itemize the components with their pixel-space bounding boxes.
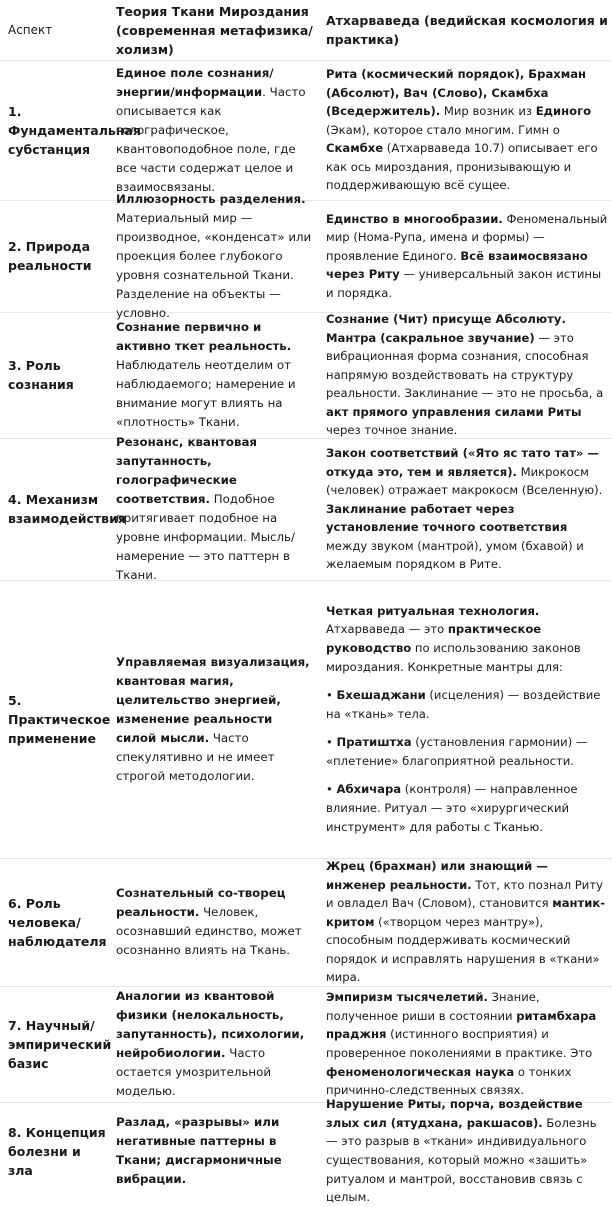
emphasis-text: Скамбхе (326, 141, 384, 156)
emphasis-text: Сознание первично и активно ткет реальность. (116, 320, 292, 353)
theory-text: Управляемая визуализация, квантовая магия, целительство энергией, изменение реальности силой мысли. Часто спекулятивно и не имеет строгой методологии. (116, 654, 310, 783)
atharva-text: Нарушение Риты, порча, воздействие злых сил (ятудхана, ракшасов). Болезнь — это разрыв в «ткани» индивидуального существования, который можно «зашить» ритуалом и мантрой, восстановив связь с целым. (326, 1097, 597, 1205)
atharva-list-item: • Бхешаджани (исцеления) — воздействие на «ткань» тела. (326, 688, 601, 721)
emphasis-text: Сознательный со-творец реальности. (116, 886, 286, 919)
theory-text (116, 1113, 314, 1189)
emphasis-text: Эмпиризм тысячелетий. (326, 990, 488, 1005)
emphasis-text: ритамбхара праджня (326, 1008, 597, 1042)
emphasis-text: Резонанс, квантовая запутанность, голографические соответствия. (116, 435, 257, 506)
emphasis-text: Единство в многообразии. (326, 211, 503, 226)
aspect-label: 7. Научный/эмпирический базис (8, 1017, 112, 1071)
emphasis-text: Нарушение Риты, порча, воздействие злых сил (ятудхана, ракшасов). (326, 1097, 583, 1130)
atharva-text: Единство в многообразии. Феноменальный мир (Нома-Рупа, имена и формы) — проявление Единого. Всё взаимосвязано через Риту — универсальный закон истины и порядка. (326, 211, 608, 300)
atharva-text: Сознание (Чит) присуще Абсолюту. Мантра (сакральное звучание) — это вибрационная форма сознания, способная напрямую воздействовать на структуру реальности. Заклинание — это не просьба, а акт прямого управления силами Риты через точное знание. (326, 311, 604, 438)
theory-text: Резонанс, квантовая запутанность, голографические соответствия. Подобное притягивает подобное на уровне информации. Мысль/намерение — это паттерн в Ткани. (116, 435, 295, 582)
emphasis-text: Рита (космический порядок), Брахман (Абсолют), Вач (Слово), Скамбха (Вседержитель). (326, 66, 587, 119)
aspect-label: 1. Фундаментальная субстанция (8, 103, 141, 157)
emphasis-text: Бхешаджани (336, 688, 426, 703)
emphasis-text: Жрец (брахман) или знающий — инженер реальности. (326, 858, 548, 892)
atharva-text: Жрец (брахман) или знающий — инженер реальности. Тот, кто познал Риту и овладел Вач (Словом), становится мантик-критом («творцом через мантру»), способным поддерживать космический порядок и исправлять нарушения в «ткани» мира. (326, 858, 606, 985)
aspect-label: 4. Механизм взаимодействия (8, 492, 126, 526)
emphasis-text: Разлад, «разрывы» или негативные паттерны в Ткани; дисгармоничные вибрации. (116, 1115, 282, 1186)
table-row (0, 1097, 612, 1205)
emphasis-text: практическое руководство (326, 622, 542, 655)
table-row (0, 580, 612, 859)
table-row (0, 312, 612, 439)
emphasis-text: Иллюзорность разделения. (116, 191, 306, 206)
emphasis-text: Всё взаимосвязано через Риту (326, 248, 588, 282)
emphasis-text: Абхичара (336, 782, 402, 797)
aspect-label: 2. Природа реальности (8, 239, 92, 273)
emphasis-text: Управляемая визуализация, квантовая магия, целительство энергией, изменение реальности силой мысли. (116, 654, 310, 745)
aspect-label: 6. Роль человека/наблюдателя (8, 895, 107, 949)
table-row (0, 435, 612, 582)
atharva-text: Закон соответствий («Ято яс тато тат» — откуда это, тем и является). Микрокосм (человек) отражает макрокосм (Вселенную). Заклинание работает через установление точного соответствия между звуком (мантрой), умом (бхавой) и желаемым порядком в Рите. (326, 445, 603, 572)
table-row (0, 191, 612, 320)
atharva-text: Рита (космический порядок), Брахман (Абсолют), Вач (Слово), Скамбха (Вседержитель). Мир возник из Единого (Экам), которое стало многим. Гимн о Скамбхе (Атхарваведа 10.7) описывает его как ось мироздания, пронизывающую и поддерживающую всё сущее. (326, 66, 598, 193)
emphasis-text: Единое поле сознания/энергии/информации (116, 65, 274, 99)
aspect-label: 3. Роль сознания (8, 358, 74, 392)
atharva-text: Четкая ритуальная технология. Атхарваведа — это практическое руководство по использованию законов мироздания. Конкретные мантры для: (326, 603, 581, 674)
header-atharvaveda: Атхарваведа (ведийская космология и практика) (326, 13, 608, 47)
header-theory: Теория Ткани Мироздания (современная метафизика/холизм) (116, 3, 313, 57)
theory-text: Аналогии из квантовой физики (нелокальность, запутанность), психологии, нейробиологии. Часто остается умозрительной моделью. (116, 989, 305, 1098)
atharva-text: Эмпиризм тысячелетий. Знание, полученное риши в состоянии ритамбхара праджня (истинного восприятия) и проверенное поколениями в практике. Это феноменологическая наука о тонких причинно-следственных связях. (326, 990, 597, 1098)
table-header-row (0, 0, 612, 61)
atharva-list-item: • Пратиштха (установления гармонии) — «плетение» благоприятной реальности. (326, 735, 588, 768)
emphasis-text: Пратиштха (336, 735, 412, 750)
atharva-list-item: • Абхичара (контроля) — направленное влияние. Ритуал — это «хирургический инструмент» для работы с Тканью. (326, 782, 578, 834)
emphasis-text: Четкая ритуальная технология. (326, 603, 540, 618)
aspect-label: 8. Концепция болезни и зла (8, 1124, 106, 1178)
table-row (0, 986, 612, 1103)
table-row (0, 60, 612, 201)
emphasis-text: Единого (535, 104, 592, 119)
emphasis-text: Аналогии из квантовой физики (нелокальность, запутанность), психологии, нейробиологии. (116, 989, 305, 1060)
aspect-label: 5. Практическое применение (8, 692, 111, 746)
theory-text: Сознание первично и активно ткет реальность. Наблюдатель неотделим от наблюдаемого; намерение и внимание могут влиять на «плотность» Ткани. (116, 320, 296, 429)
emphasis-text: Закон соответствий («Ято яс тато тат» — откуда это, тем и является). (326, 445, 600, 479)
emphasis-text: мантик-критом (326, 896, 606, 929)
emphasis-text: феноменологическая наука (326, 1064, 515, 1079)
theory-text: Единое поле сознания/энергии/информации. Часто описывается как голографическое, квантовоподобное поле, где все части содержат целое и взаимосвязаны. (116, 65, 306, 194)
emphasis-text: Сознание (Чит) присуще Абсолюту. Мантра (сакральное звучание) (326, 311, 566, 345)
theory-text: Иллюзорность разделения. Материальный мир — производное, «конденсат» или проекция более глубокого уровня сознательной Ткани. Разделение на объекты — условно. (116, 191, 312, 320)
header-aspect: Аспект (8, 22, 53, 37)
emphasis-text: акт прямого управления силами Риты (326, 404, 582, 419)
emphasis-text: Заклинание работает через установление точного соответствия (326, 501, 568, 535)
theory-text: Сознательный со-творец реальности. Человек, осознавший единство, может осознанно влиять на Ткань. (116, 886, 302, 957)
table-row (0, 858, 612, 987)
